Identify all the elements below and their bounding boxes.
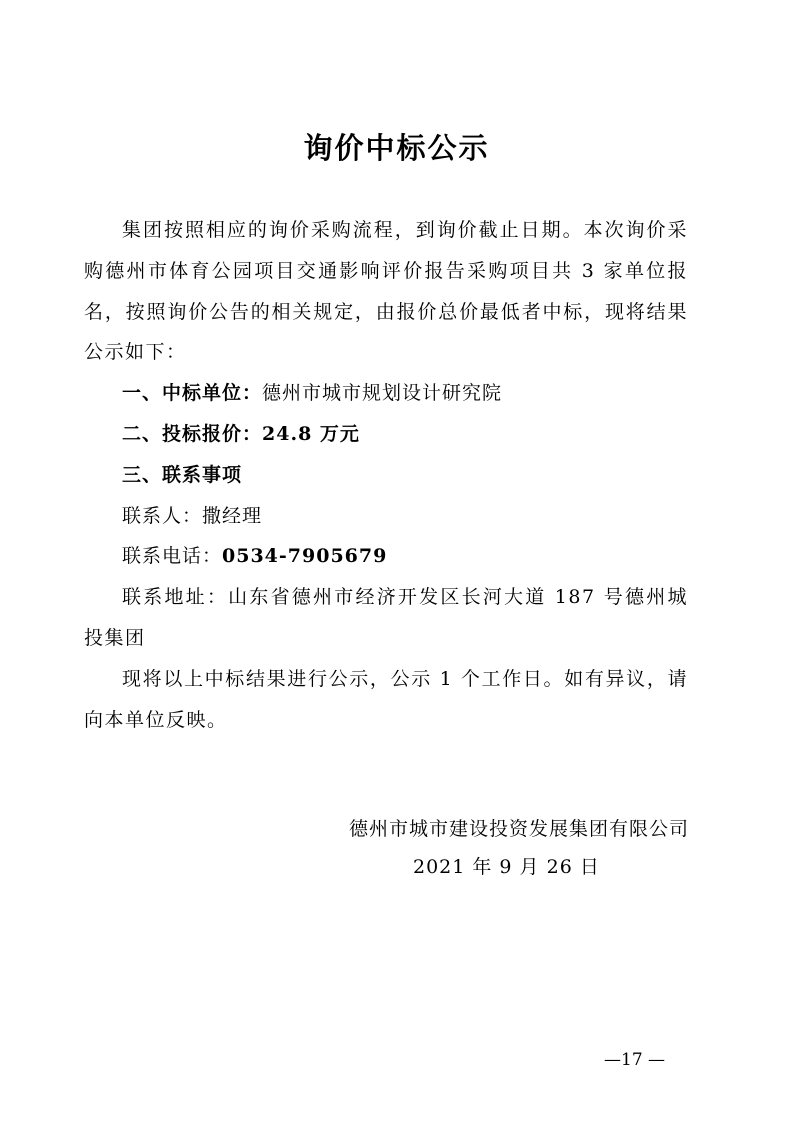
- winning-unit-label: 一、中标单位：: [122, 382, 263, 405]
- contact-heading-line: [84, 455, 688, 496]
- contact-phone-line: [84, 536, 688, 577]
- contact-phone-value: 0534-7905679: [222, 545, 388, 568]
- contact-phone-label: 联系电话：: [122, 545, 223, 568]
- signature-organization: 德州市城市建设投资发展集团有限公司: [348, 818, 689, 840]
- document-body: [84, 210, 688, 740]
- page-title: 询价中标公示: [303, 131, 490, 165]
- winning-unit-line: [84, 373, 688, 414]
- closing-paragraph: 现将以上中标结果进行公示，公示 1 个工作日。如有异议，请向本单位反映。: [84, 667, 688, 731]
- contact-heading: 三、联系事项: [122, 463, 243, 486]
- bid-price-line: [84, 414, 688, 455]
- contact-person-value: 撒经理: [202, 504, 263, 527]
- contact-address-paragraph: 联系地址：山东省德州市经济开发区长河大道 187 号德州城投集团: [84, 586, 688, 649]
- bid-price-value: 24.8 万元: [262, 422, 360, 445]
- contact-person-line: [84, 496, 688, 537]
- contact-person-label: 联系人：: [122, 504, 203, 527]
- winning-unit-value: 德州市城市规划设计研究院: [262, 382, 503, 405]
- signature-date: 2021 年 9 月 26 日: [413, 856, 600, 878]
- page-number: —17 —: [604, 1050, 666, 1070]
- bid-price-label: 二、投标报价：: [122, 422, 263, 445]
- intro-paragraph: 集团按照相应的询价采购流程，到询价截止日期。本次询价采购德州市体育公园项目交通影响评价报告采购项目共 3 家单位报名，按照询价公告的相关规定，由报价总价最低者中标，现将结果公示如下：: [84, 219, 688, 364]
